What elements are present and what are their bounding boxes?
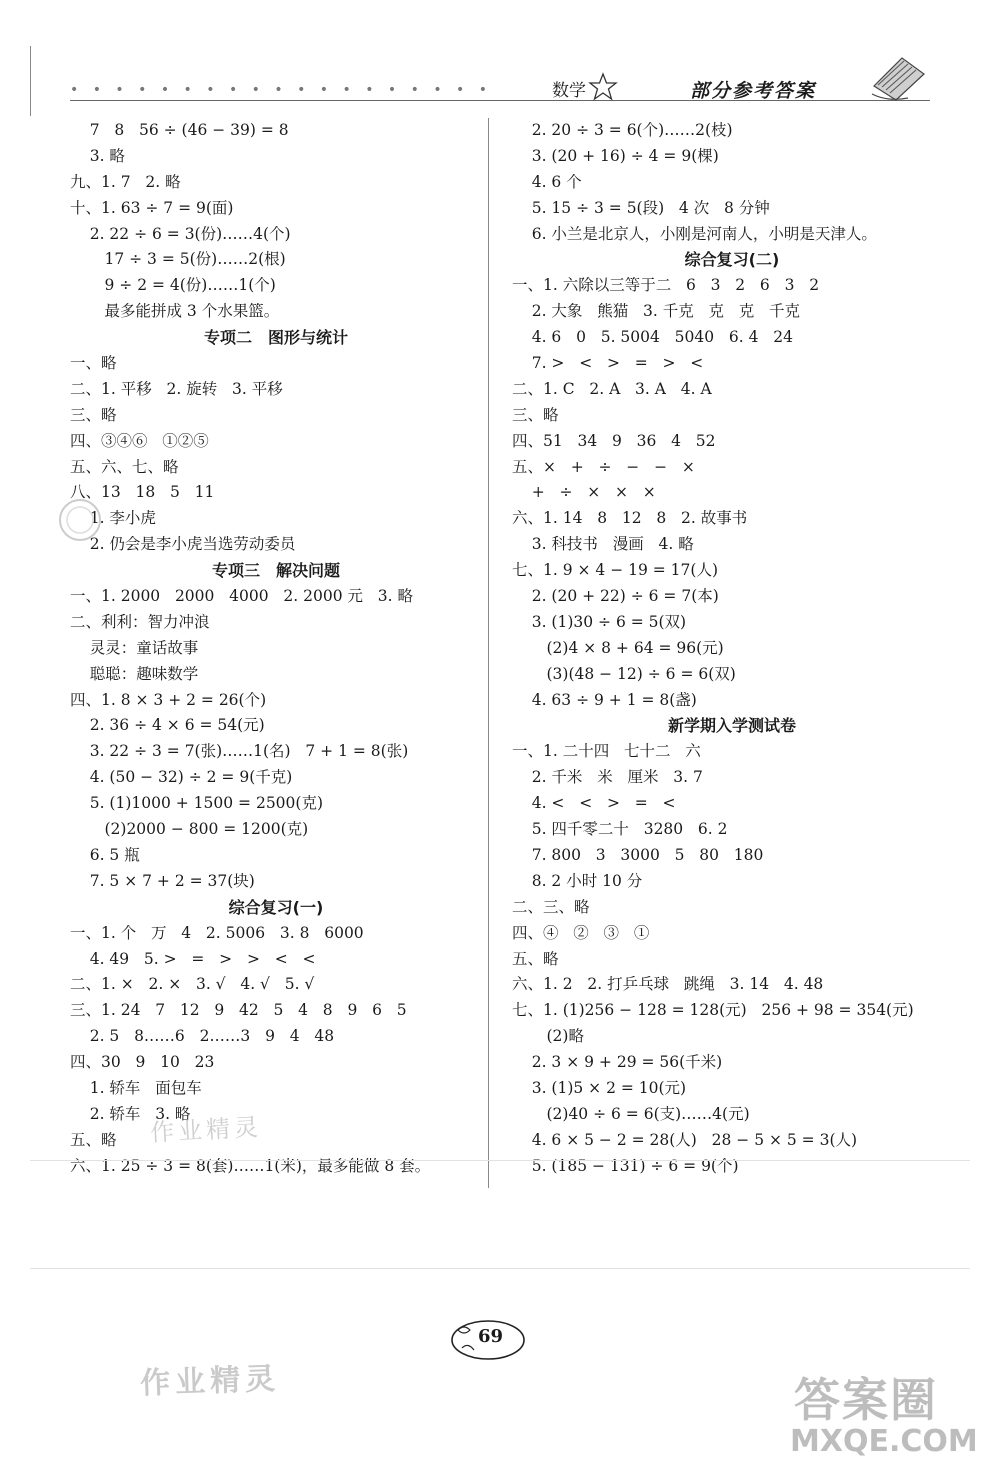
- page-header: [0, 0, 1000, 120]
- right-answer-line: 六、1. 14 8 12 8 2. 故事书: [512, 509, 748, 528]
- right-answer-line: 3. (20 + 16) ÷ 4 = 9(棵): [512, 146, 719, 165]
- right-answer-line: 4. 63 ÷ 9 + 1 = 8(盏): [512, 690, 697, 709]
- left-answer-line: 7. 5 × 7 + 2 = 37(块): [70, 871, 255, 890]
- right-answer-line: 4. < < > = <: [512, 794, 676, 813]
- header-left-rule: [30, 46, 31, 116]
- right-answer-line: 5. 四千零二十 3280 6. 2: [512, 820, 728, 839]
- left-answer-line: 2. 36 ÷ 4 × 6 = 54(元): [70, 716, 265, 735]
- right-answer-line: (2)4 × 8 + 64 = 96(元): [512, 638, 724, 657]
- left-answer-line: 二、1. × 2. × 3. √ 4. √ 5. √: [70, 975, 315, 994]
- column-divider: [488, 118, 489, 1188]
- right-answer-line: 六、1. 2 2. 打乒乓球 跳绳 3. 14 4. 48: [512, 975, 824, 994]
- left-answer-line: 六、1. 25 ÷ 3 = 8(套)……1(米)，最多能做 8 套。: [70, 1156, 431, 1175]
- left-answer-line: 八、13 18 5 11: [70, 483, 215, 502]
- left-answer-line: 2. 22 ÷ 6 = 3(份)……4(个): [70, 224, 291, 243]
- star-icon: [588, 72, 618, 102]
- watermark-brand: [790, 1360, 990, 1460]
- right-answer-line: 3. (1)5 × 2 = 10(元): [512, 1078, 687, 1097]
- left-answer-line: 三、略: [70, 405, 117, 424]
- right-answer-line: 2. 20 ÷ 3 = 6(个)……2(枝): [512, 121, 733, 139]
- section-title: 综合复习(一): [228, 897, 324, 917]
- section-title: 专项三 解决问题: [211, 561, 340, 581]
- left-answer-line: 聪聪：趣味数学: [70, 664, 199, 683]
- right-answer-line: (3)(48 − 12) ÷ 6 = 6(双): [512, 664, 736, 683]
- left-answer-line: 7 8 56 ÷ (46 − 39) = 8: [70, 121, 289, 139]
- right-answer-line: 四、51 34 9 36 4 52: [512, 431, 716, 450]
- left-answer-line: 5. (1)1000 + 1500 = 2500(克): [70, 794, 323, 813]
- left-answer-line: 一、1. 个 万 4 2. 5006 3. 8 6000: [70, 923, 364, 942]
- right-answer-line: (2)40 ÷ 6 = 6(支)……4(元): [512, 1104, 750, 1123]
- right-answer-line: 七、1. 9 × 4 − 19 = 17(人): [512, 561, 719, 580]
- header-subject: 数学: [552, 81, 586, 101]
- left-answer-line: 17 ÷ 3 = 5(份)……2(根): [70, 250, 286, 269]
- right-answer-column: [512, 118, 952, 1180]
- stamp-icon: [56, 496, 104, 544]
- right-answer-line: (2)略: [512, 1027, 584, 1046]
- left-answer-line: 2. 仍会是李小虎当选劳动委员: [70, 535, 296, 554]
- section-title: 专项二 图形与统计: [203, 328, 348, 348]
- right-answer-line: 7. 800 3 3000 5 80 180: [512, 845, 764, 864]
- right-answer-line: 二、三、略: [512, 897, 590, 916]
- header-dots: • • • • • • • • • • • • • • • • • • •: [70, 82, 493, 98]
- right-answer-line: 4. 6 个: [512, 172, 582, 191]
- right-answer-line: 七、1. (1)256 − 128 = 128(元) 256 + 98 = 354(元): [512, 1001, 914, 1020]
- right-answer-line: 4. 6 × 5 − 2 = 28(人) 28 − 5 × 5 = 3(人): [512, 1130, 858, 1149]
- right-answer-line: 五、× + ÷ − − ×: [512, 457, 695, 476]
- right-answer-line: 4. 6 0 5. 5004 5040 6. 4 24: [512, 328, 793, 347]
- left-answer-line: 4. (50 − 32) ÷ 2 = 9(千克): [70, 768, 293, 787]
- left-answer-line: 3. 22 ÷ 3 = 7(张)……1(名) 7 + 1 = 8(张): [70, 742, 409, 761]
- footer-rule-top: [30, 1160, 970, 1161]
- right-answer-line: 一、1. 六除以三等于二 6 3 2 6 3 2: [512, 276, 820, 295]
- left-answer-line: 四、1. 8 × 3 + 2 = 26(个): [70, 690, 267, 709]
- right-answer-line: 2. (20 + 22) ÷ 6 = 7(本): [512, 587, 719, 606]
- right-answer-line: 2. 3 × 9 + 29 = 56(千米): [512, 1053, 723, 1072]
- right-answer-line: + ÷ × × ×: [512, 483, 656, 502]
- left-answer-line: 二、1. 平移 2. 旋转 3. 平移: [70, 379, 283, 398]
- left-answer-line: 一、1. 2000 2000 4000 2. 2000 元 3. 略: [70, 587, 413, 606]
- section-title: 综合复习(二): [684, 250, 780, 270]
- left-answer-line: 1. 轿车 面包车: [70, 1078, 202, 1097]
- right-answer-line: 四、④ ② ③ ①: [512, 923, 650, 942]
- left-answer-line: 三、1. 24 7 12 9 42 5 4 8 9 6 5: [70, 1001, 407, 1020]
- right-answer-line: 二、1. C 2. A 3. A 4. A: [512, 379, 712, 398]
- left-answer-line: 一、略: [70, 354, 117, 373]
- left-answer-line: 6. 5 瓶: [70, 845, 140, 864]
- left-answer-line: 九、1. 7 2. 略: [70, 172, 181, 191]
- left-answer-line: 五、六、七、略: [70, 457, 179, 476]
- left-answer-line: 4. 49 5. > = > > < <: [70, 949, 316, 968]
- right-answer-line: 5. (185 − 131) ÷ 6 = 9(个): [512, 1156, 739, 1175]
- left-answer-line: 二、利利：智力冲浪: [70, 612, 210, 631]
- right-answer-line: 7. > < > = > <: [512, 354, 704, 373]
- left-answer-line: 2. 5 8……6 2……3 9 4 48: [70, 1027, 335, 1046]
- left-answer-line: (2)2000 − 800 = 1200(克): [70, 820, 309, 839]
- right-answer-line: 三、略: [512, 405, 559, 424]
- left-answer-line: 四、30 9 10 23: [70, 1053, 215, 1072]
- watermark-stamp-mid: 作业精灵: [149, 1113, 263, 1147]
- page-number: 69: [478, 1326, 504, 1347]
- right-answer-line: 3. (1)30 ÷ 6 = 5(双): [512, 612, 687, 631]
- section-title: 新学期入学测试卷: [667, 716, 796, 736]
- watermark-url: MXQE.COM: [790, 1424, 978, 1459]
- right-answer-line: 2. 大象 熊猫 3. 千克 克 克 千克: [512, 302, 801, 321]
- left-answer-column: [70, 118, 482, 1180]
- left-answer-line: 五、略: [70, 1130, 117, 1149]
- watermark-brand-text: 答案圈: [794, 1373, 938, 1427]
- book-icon: [868, 52, 930, 102]
- left-answer-line: 四、③④⑥ ①②⑤: [70, 431, 209, 450]
- left-answer-line: 1. 李小虎: [70, 509, 156, 528]
- right-answer-line: 3. 科技书 漫画 4. 略: [512, 535, 694, 554]
- left-answer-line: 3. 略: [70, 146, 125, 165]
- right-answer-line: 2. 千米 米 厘米 3. 7: [512, 768, 703, 787]
- left-answer-line: 9 ÷ 2 = 4(份)……1(个): [70, 276, 276, 295]
- footer-rule-bottom: [30, 1268, 970, 1269]
- left-answer-line: 灵灵：童话故事: [70, 638, 199, 657]
- left-answer-line: 十、1. 63 ÷ 7 = 9(面): [70, 198, 234, 217]
- left-answer-line: 2. 轿车 3. 略: [70, 1104, 191, 1123]
- header-title: 部分参考答案: [690, 80, 817, 102]
- right-answer-line: 6. 小兰是北京人，小刚是河南人，小明是天津人。: [512, 224, 877, 243]
- watermark-stamp-bottom: 作业精灵: [139, 1361, 281, 1402]
- left-answer-line: 最多能拼成 3 个水果篮。: [70, 302, 280, 321]
- right-answer-line: 8. 2 小时 10 分: [512, 871, 643, 890]
- right-answer-line: 一、1. 二十四 七十二 六: [512, 742, 701, 761]
- right-answer-line: 5. 15 ÷ 3 = 5(段) 4 次 8 分钟: [512, 198, 770, 217]
- right-answer-line: 五、略: [512, 949, 559, 968]
